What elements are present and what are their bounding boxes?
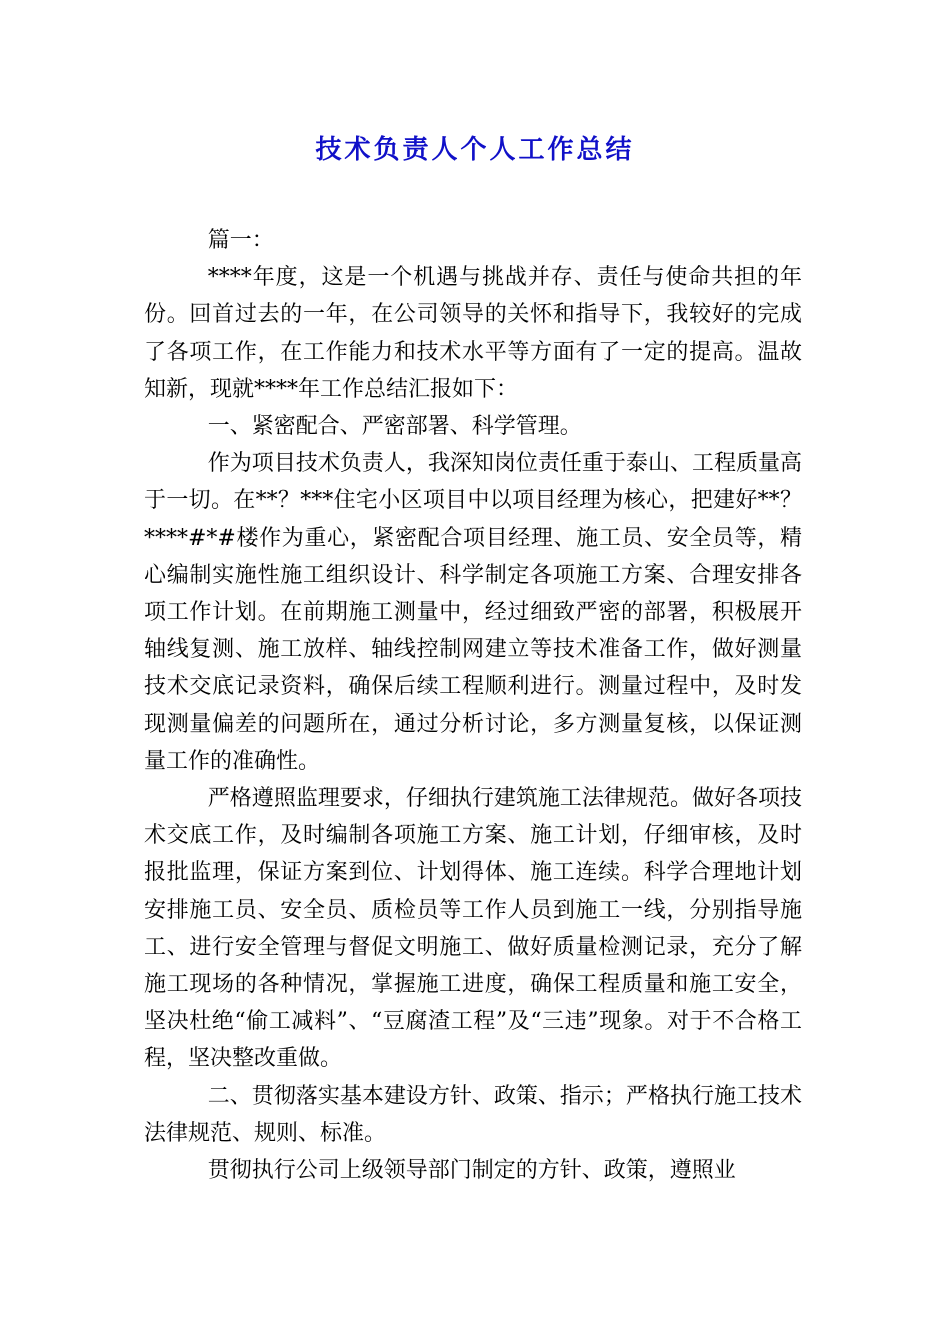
paragraph-section-label: 篇一： <box>207 228 274 253</box>
paragraph-intro: ****年度，这是一个机遇与挑战并存、责任与使命共担的年份。回首过去的一年，在公司领导的关怀和指导下，我较好的完成了各项工作，在工作能力和技术水平等方面有了一定的提高。温故知新，现就****年工作总结汇报如下： <box>144 265 802 402</box>
document-title: 技术负责人个人工作总结 <box>315 135 635 165</box>
document-body <box>144 222 802 1189</box>
paragraph-heading-1: 一、紧密配合、严密部署、科学管理。 <box>207 414 582 440</box>
paragraph-body-3: 贯彻执行公司上级领导部门制定的方针、政策，遵照业 <box>207 1158 736 1184</box>
paragraph-heading-2: 二、贯彻落实基本建设方针、政策、指示；严格执行施工技术法律规范、规则、标准。 <box>144 1083 802 1146</box>
paragraph-body-1: 作为项目技术负责人，我深知岗位责任重于泰山、工程质量高于一切。在**？***住宅小区项目中以项目经理为核心，把建好**？****#*#楼作为重心，紧密配合项目经理、施工员、安全员等，精心编制实施性施工组织设计、科学制定各项施工方案、合理安排各项工作计划。在前期施工测量中，经过细致严密的部署，积极展开轴线复测、施工放样、轴线控制网建立等技术准备工作，做好测量技术交底记录资料，确保后续工程顺利进行。测量过程中，及时发现测量偏差的问题所在，通过分析讨论，多方测量复核，以保证测量工作的准确性。 <box>144 451 802 774</box>
paragraph-body-2: 严格遵照监理要求，仔细执行建筑施工法律规范。做好各项技术交底工作，及时编制各项施工方案、施工计划，仔细审核，及时报批监理，保证方案到位、计划得体、施工连续。科学合理地计划安排施工员、安全员、质检员等工作人员到施工一线，分别指导施工、进行安全管理与督促文明施工、做好质量检测记录，充分了解施工现场的各种情况，掌握施工进度，确保工程质量和施工安全，坚决杜绝“偷工减料”、“豆腐渣工程”及“三违”现象。对于不合格工程，坚决整改重做。 <box>144 786 802 1072</box>
